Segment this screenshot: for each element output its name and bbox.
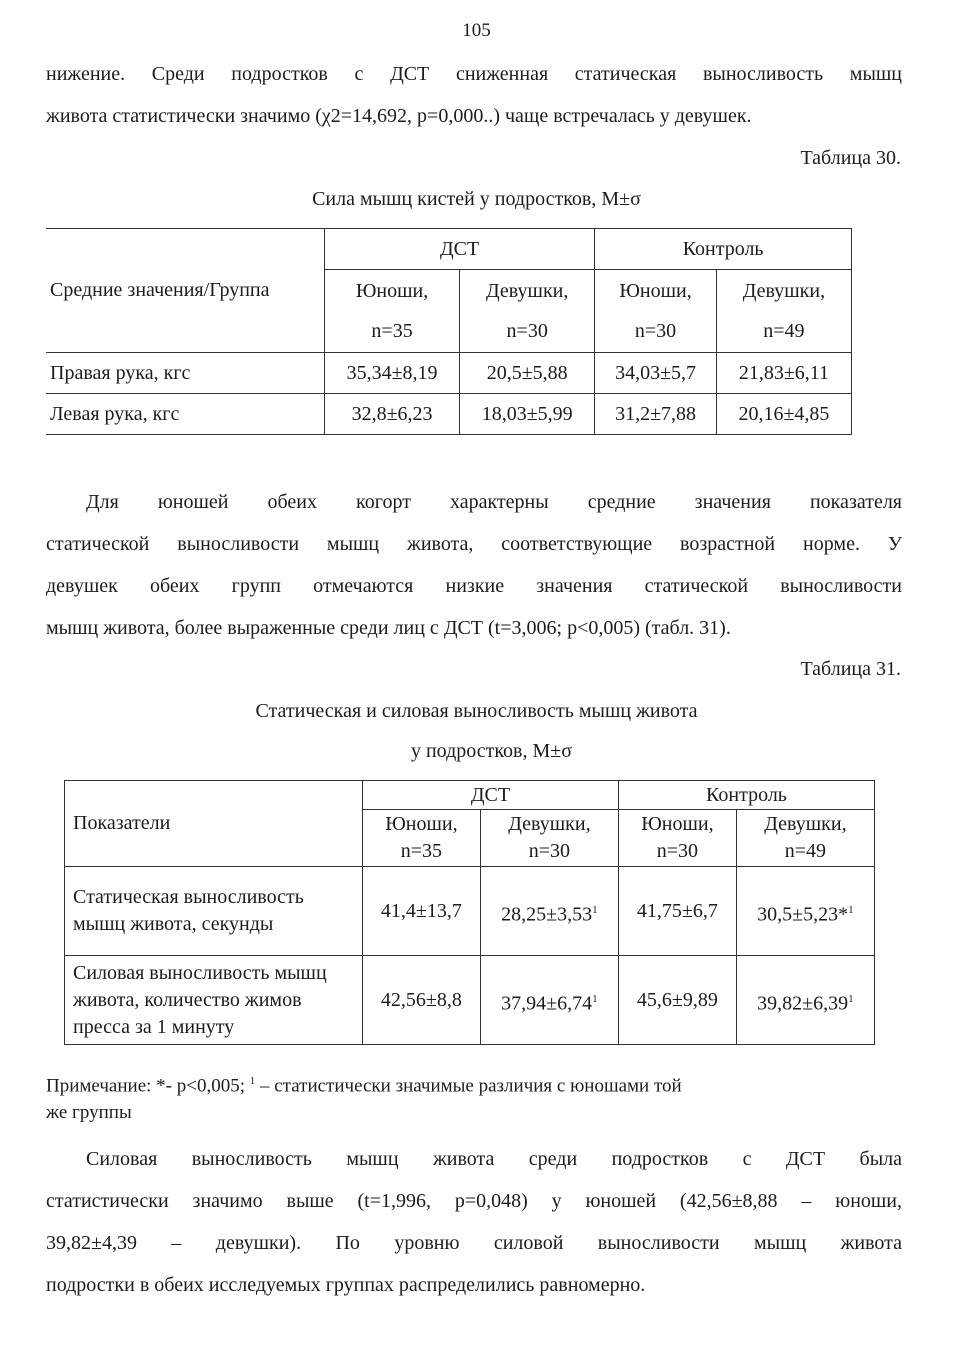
table-cell: 32,8±6,23 [325,394,460,435]
paragraph-3 [46,1138,902,1306]
column-header: Девушки, n=49 [716,270,851,353]
group-header-dst: ДСТ [325,229,595,270]
table-cell: 35,34±8,19 [325,353,460,394]
table-row [46,353,852,394]
table-cell: $37,94\pm 6,74^1$ [480,956,618,1045]
text-line: девушек обеих групп отмечаются низкие значения статической выносливости [46,575,902,597]
table-31-subtitle: у подростков, M±σ [410,740,573,762]
table-31-label: Таблица 31. [800,658,901,680]
table-cell: 41,4±13,7 [363,867,481,956]
text-line: Для юношей обеих когорт характерны средние значения показателя [86,491,902,513]
table-30 [46,228,852,435]
column-header: Девушки, n=30 [460,270,595,353]
table-note [46,1068,906,1126]
table-cell: 20,16±4,85 [716,394,851,435]
row-label: Правая рука, кгс [46,353,325,394]
table-31 [64,780,875,1045]
group-header-dst: ДСТ [363,781,619,810]
table-cell: 42,56±8,8 [363,956,481,1045]
table-cell: 18,03±5,99 [460,394,595,435]
row-label: Левая рука, кгс [46,394,325,435]
group-header-control: Контроль [595,229,852,270]
table-row-header: Средние значения/Группа [46,229,325,353]
table-cell: 20,5±5,88 [460,353,595,394]
table-cell: 31,2±7,88 [595,394,717,435]
note-text: – статистически значимые различия с юношами той [259,1075,682,1097]
text-line: Силовая выносливость мышц живота среди подростков с ДСТ была [86,1148,902,1170]
row-label: Статическая выносливость мышц живота, секунды [65,867,363,956]
column-header: Юноши, n=30 [618,810,736,867]
note-prefix: Примечание: *- р<0,005; [46,1075,245,1097]
table-31-title: Статическая и силовая выносливость мышц живота [255,700,698,722]
text-line: статистически значимо выше (t=1,996, р=0,048) у юношей (42,56±8,88 – юноши, [46,1190,902,1212]
note-mark: 1 [249,1075,256,1087]
table-cell: 45,6±9,89 [618,956,736,1045]
table-row [65,867,875,956]
group-header-control: Контроль [618,781,874,810]
table-row [46,394,852,435]
table-cell: 34,03±5,7 [595,353,717,394]
column-header: Девушки, n=30 [480,810,618,867]
text-line: подростки в обеих исследуемых группах распределились равномерно. [46,1274,646,1296]
column-header: Юноши, n=35 [325,270,460,353]
page-number: 105 [462,20,491,41]
text-line: нижение. Среди подростков с ДСТ сниженная статическая выносливость мышц [46,63,902,85]
table-row-header: Показатели [65,781,363,867]
table-row [65,956,875,1045]
table-cell: $39,82\pm 6,39^1$ [736,956,874,1045]
column-header: Девушки, n=49 [736,810,874,867]
table-cell: $28,25\pm 3,53^1$ [480,867,618,956]
column-header: Юноши, n=30 [595,270,717,353]
table-cell: 41,75±6,7 [618,867,736,956]
paragraph-1 [46,53,902,137]
table-30-label: Таблица 30. [800,147,901,169]
table-cell: 30,5±5,23*$^1$ [736,867,874,956]
note-line-2: же группы [46,1102,132,1124]
paragraph-2 [46,481,902,649]
text-line: мышц живота, более выраженные среди лиц с ДСТ (t=3,006; р<0,005) (табл. 31). [46,617,731,639]
table-30-title: Сила мышц кистей у подростков, M±σ [312,188,641,210]
text-line: живота статистически значимо (χ2=14,692, р=0,000..) чаще встречалась у девушек. [46,105,752,127]
text-line: статической выносливости мышц живота, соответствующие возрастной норме. У [46,533,902,555]
column-header: Юноши, n=35 [363,810,481,867]
text-line: 39,82±4,39 – девушки). По уровню силовой выносливости мышц живота [46,1232,902,1254]
table-cell: 21,83±6,11 [716,353,851,394]
row-label: Силовая выносливость мышц живота, количество жимов пресса за 1 минуту [65,956,363,1045]
